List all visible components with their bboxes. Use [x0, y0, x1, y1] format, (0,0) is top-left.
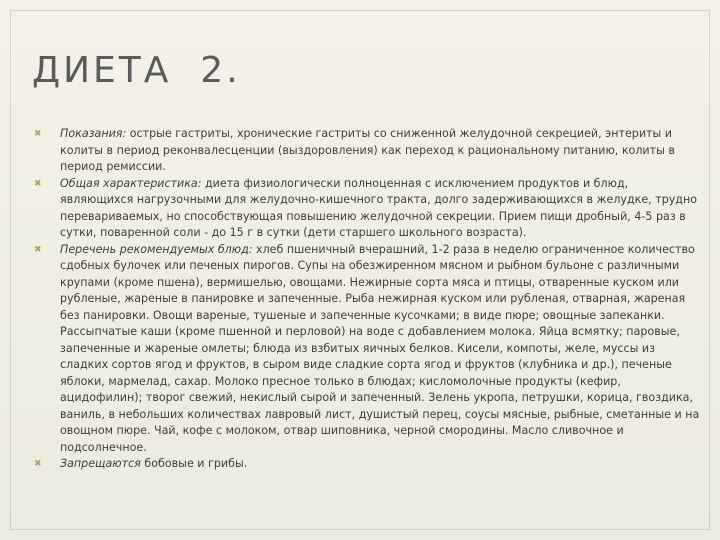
list-item-characteristics — [30, 176, 702, 242]
item-text: хлеб пшеничный вчерашний, 1-2 раза в неделю ограниченное количество сдобных булочек или печеных пирогов. Супы на обезжиренном мясном и рыбном бульоне с различными крупами (кроме пшена), вермишелью, овощами. Нежирные сорта мяса и птицы, отваренные куском или рубленые, жареные в панировке и запеченные. Рыба нежирная куском или рубленая, отварная, жареная без панировки. Овощи вареные, тушеные и запеченные кусочками; в виде пюре; овощные запеканки. Рассыпчатые каши (кроме пшенной и перловой) на воде с добавлением молока. Яйца всмятку; паровые, запеченные и жареные омлеты; блюда из взбитых яичных белков. Кисели, компоты, желе, муссы из сладких сортов ягод и фруктов, в сыром виде сладкие сорта ягод и фруктов (клубника и др.), печеные яблоки, мармелад, сахар. Молоко пресное только в блюдах; кисломолочные продукты (кефир, ацидофилин); творог свежий, некислый сырой и запеченный. Зелень укропа, петрушки, корица, гвоздика, ваниль, в небольших количествах лавровый лист, душистый перец, соусы мясные, рыбные, сметанные и на овощном пюре. Чай, кофе с молоком, отвар шиповника, черной смородины. Масло сливочное и подсолнечное. — [60, 242, 700, 454]
x-mark-bullet-icon: ✖ — [34, 178, 42, 189]
x-mark-bullet-icon: ✖ — [34, 244, 42, 255]
list-item-indications — [30, 126, 702, 176]
item-label: Общая характеристика: — [60, 176, 202, 190]
x-mark-bullet-icon: ✖ — [34, 129, 42, 139]
item-label: Перечень рекомендуемых блюд: — [60, 242, 253, 256]
x-mark-bullet-icon: ✖ — [34, 459, 42, 469]
list-item-prohibited — [30, 456, 702, 473]
item-label: Показания: — [60, 127, 127, 140]
item-text: бобовые и грибы. — [140, 457, 248, 470]
item-label: Запрещаются — [60, 457, 141, 470]
list-item-recommended-dishes — [30, 242, 702, 457]
item-text: острые гастриты, хронические гастриты со сниженной желудочной секрецией, энтериты и колиты в период реконвалесценции (выздоровления) как переход к рациональному питанию, колиты в период ремиссии. — [60, 127, 675, 173]
item-text: диета физиологически полноценная с исключением продуктов и блюд, являющихся нагрузочными для желудочно-кишечного тракта, долго задерживающихся в желудке, трудно перевариваемых, но способствующая повышению желудочной секреции. Прием пищи дробный, 4-5 раз в сутки, поваренной соли - до 15 г в сутки (дети старшего школьного возраста). — [60, 176, 698, 239]
slide-title: ДИЕТА 2. — [32, 50, 241, 91]
bullet-list — [30, 126, 702, 473]
